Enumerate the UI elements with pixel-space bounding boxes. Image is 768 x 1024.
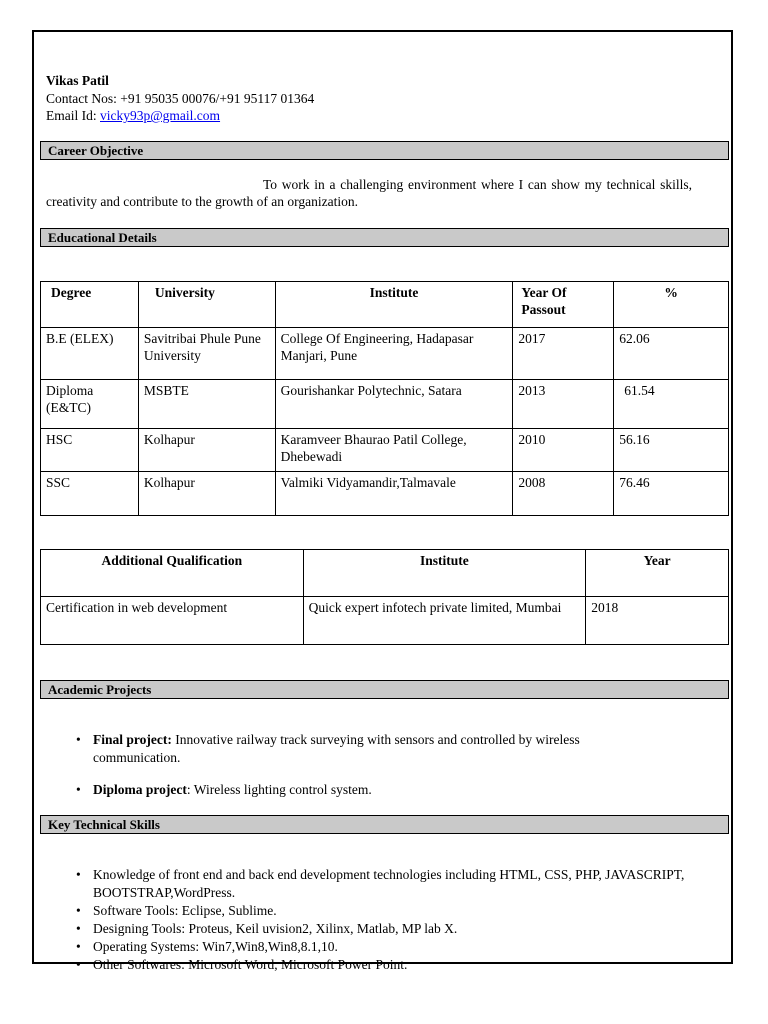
table-row [41,328,729,380]
project-label: Diploma project [93,782,187,797]
table-row [41,472,729,516]
education-table [40,281,729,516]
additional-qualification-table [40,549,729,645]
cell-university: Kolhapur [138,429,275,472]
career-objective-text: To work in a challenging environment where I can show my technical skills, creativity and contribute to the growth of an organization. [46,177,692,209]
cell-institute: Valmiki Vidyamandir,Talmavale [275,472,513,516]
col-degree: Degree [41,282,139,328]
cell-institute: College Of Engineering, Hadapasar Manjari, Pune [275,328,513,380]
cell-university: Savitribai Phule Pune University [138,328,275,380]
additional-header-row [41,550,729,597]
cell-year: 2017 [513,328,614,380]
list-item: • Software Tools: Eclipse, Sublime. [46,902,696,920]
cell-institute: Gourishankar Polytechnic, Satara [275,380,513,429]
cell-university: MSBTE [138,380,275,429]
list-item: • Operating Systems: Win7,Win8,Win8,8.1,10. [46,938,696,956]
cell-year: 2013 [513,380,614,429]
cell-percent: 76.46 [614,472,729,516]
col-percent: % [614,282,729,328]
cell-degree: B.E (ELEX) [41,328,139,380]
project-text: Innovative railway track surveying with sensors and controlled by wireless communication. [93,732,580,765]
email-link[interactable]: vicky93p@gmail.com [100,108,221,123]
email-line [46,107,220,124]
col-additional-qualification: Additional Qualification [41,550,304,597]
col-university: University [138,282,275,328]
cell-year: 2008 [513,472,614,516]
education-header-row [41,282,729,328]
col-institute: Institute [275,282,513,328]
cell-degree: HSC [41,429,139,472]
list-item [46,731,666,766]
cell-year: 2018 [586,597,729,645]
section-key-technical-skills: Key Technical Skills [40,815,729,834]
skills-list [46,866,696,974]
cell-percent: 61.54 [614,380,729,429]
cell-year: 2010 [513,429,614,472]
email-label: Email Id: [46,108,100,123]
cell-percent: 62.06 [614,328,729,380]
col-year: Year [586,550,729,597]
section-career-objective: Career Objective [40,141,729,160]
candidate-name: Vikas Patil [46,73,109,88]
section-academic-projects: Academic Projects [40,680,729,699]
list-item: • Designing Tools: Proteus, Keil uvision2, Xilinx, Matlab, MP lab X. [46,920,696,938]
list-item [46,781,666,799]
cell-degree: Diploma (E&TC) [41,380,139,429]
contact-numbers: Contact Nos: +91 95035 00076/+91 95117 01364 [46,91,315,106]
cell-qualification: Certification in web development [41,597,304,645]
col-institute: Institute [303,550,586,597]
table-row [41,429,729,472]
section-educational-details: Educational Details [40,228,729,247]
list-item: • Other Softwares: Microsoft Word, Microsoft Power Point. [46,956,696,974]
cell-degree: SSC [41,472,139,516]
col-year-of-passout: Year Of Passout [513,282,614,328]
project-text: : Wireless lighting control system. [186,782,372,797]
projects-list [46,731,666,799]
cell-institute: Karamveer Bhaurao Patil College, Dhebewadi [275,429,513,472]
cell-institute: Quick expert infotech private limited, Mumbai [303,597,586,645]
cell-percent: 56.16 [614,429,729,472]
table-row [41,380,729,429]
table-row [41,597,729,645]
list-item: • Knowledge of front end and back end development technologies including HTML, CSS, PHP, JAVASCRIPT, BOOTSTRAP,WordPress. [46,866,696,902]
project-label: Final project: [93,732,172,747]
cell-university: Kolhapur [138,472,275,516]
